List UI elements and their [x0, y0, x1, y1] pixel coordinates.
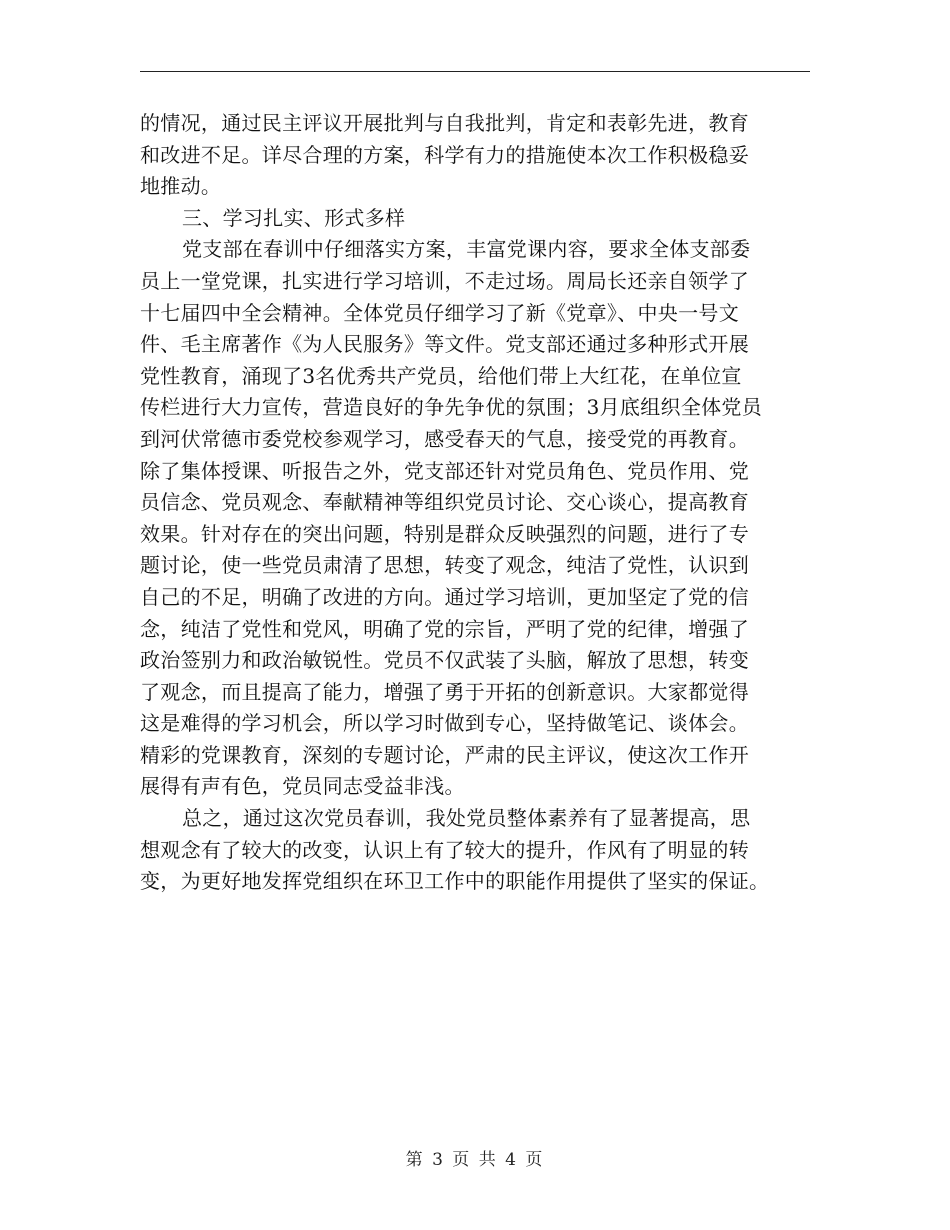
- text-line: 的情况，通过民主评议开展批判与自我批判，肯定和表彰先进，教育: [140, 111, 749, 135]
- text-line: 自己的不足，明确了改进的方向。通过学习培训，更加坚定了党的信: [140, 584, 749, 609]
- text-line: 党性教育，涌现了3名优秀共产党员，给他们带上大红花，在单位宣: [140, 363, 742, 388]
- text-line: 十七届四中全会精神。全体党员仔细学习了新《党章》、中央一号文: [140, 300, 739, 325]
- text-line: 念，纯洁了党性和党风，明确了党的宗旨，严明了党的纪律，增强了: [140, 616, 749, 641]
- text-line: 到河伏常德市委党校参观学习，感受春天的气息，接受党的再教育。: [140, 426, 749, 451]
- text-line: 想观念有了较大的改变，认识上有了较大的提升，作风有了明显的转: [140, 837, 749, 862]
- text-line: 展得有声有色，党员同志受益非浅。: [140, 774, 465, 799]
- text-line: 效果。针对存在的突出问题，特别是群众反映强烈的问题，进行了专: [140, 521, 749, 546]
- text-line: 了观念，而且提高了能力，增强了勇于开拓的创新意识。大家都觉得: [140, 679, 749, 704]
- header-rule: [140, 71, 810, 72]
- document-body: [140, 108, 812, 898]
- text-line: 题讨论，使一些党员肃清了思想，转变了观念，纯洁了党性，认识到: [140, 553, 749, 578]
- text-line: 员信念、党员观念、奉献精神等组织党员讨论、交心谈心，提高教育: [140, 490, 749, 515]
- text-line: 总之，通过这次党员春训，我处党员整体素养有了显著提高，思: [182, 806, 751, 831]
- text-line: 传栏进行大力宣传，营造良好的争先争优的氛围；3月底组织全体党员: [140, 395, 763, 420]
- text-line: 员上一堂党课，扎实进行学习培训，不走过场。周局长还亲自领学了: [140, 268, 749, 293]
- text-line: 党支部在春训中仔细落实方案，丰富党课内容，要求全体支部委: [182, 237, 751, 262]
- page-number-footer: 第 3 页 共 4 页: [405, 1150, 545, 1170]
- text-line: 地推动。: [140, 174, 222, 199]
- text-line: 件、毛主席著作《为人民服务》等文件。党支部还通过多种形式开展: [140, 332, 749, 357]
- text-line: 变，为更好地发挥党组织在环卫工作中的职能作用提供了坚实的保证。: [140, 869, 770, 894]
- text-line: 这是难得的学习机会，所以学习时做到专心，坚持做笔记、谈体会。: [140, 711, 749, 736]
- text-line: 三、学习扎实、形式多样: [182, 205, 406, 230]
- text-line: 政治签别力和政治敏锐性。党员不仅武装了头脑，解放了思想，转变: [140, 648, 749, 673]
- text-line: 除了集体授课、听报告之外，党支部还针对党员角色、党员作用、党: [140, 458, 749, 483]
- text-line: 精彩的党课教育，深刻的专题讨论，严肃的民主评议，使这次工作开: [140, 742, 749, 767]
- text-line: 和改进不足。详尽合理的方案，科学有力的措施使本次工作积极稳妥: [140, 142, 749, 167]
